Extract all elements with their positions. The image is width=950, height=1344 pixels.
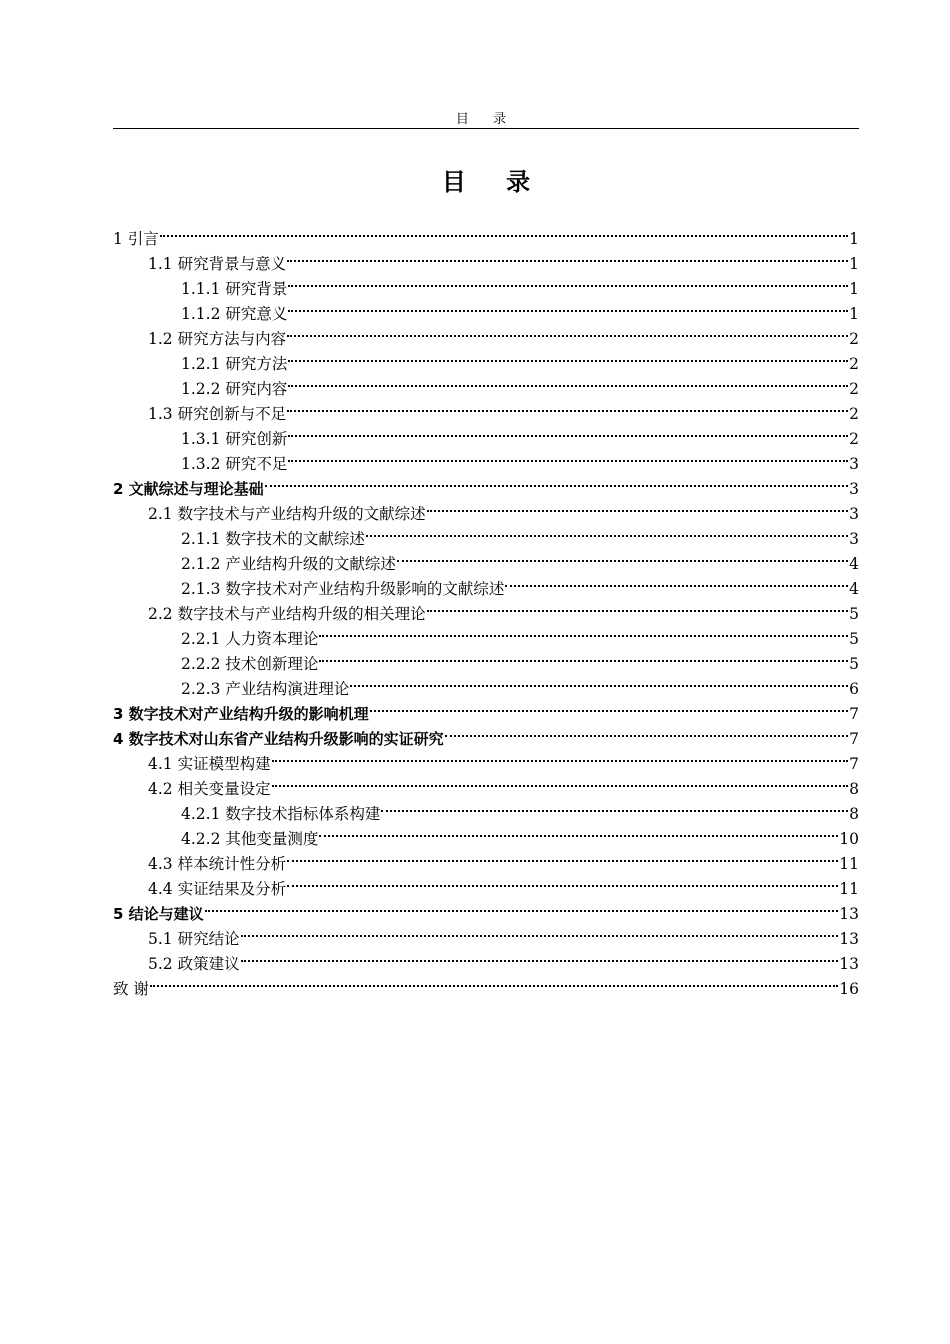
running-header: 目 录 [455, 112, 517, 127]
toc-entry-page-number: 11 [839, 855, 859, 873]
toc-entry-label: 4.1 实证模型构建 [148, 755, 271, 773]
dot-leader [241, 919, 839, 944]
dot-leader [287, 319, 848, 344]
toc-entry-label: 4.3 样本统计性分析 [148, 855, 287, 873]
toc-entry-page-number: 10 [839, 830, 859, 848]
toc-entry-label: 2.2 数字技术与产业结构升级的相关理论 [148, 605, 426, 623]
toc-entry[interactable] [113, 969, 859, 998]
dot-leader [288, 444, 848, 469]
toc-entry-page-number: 2 [849, 380, 859, 398]
toc-entry-page-number: 1 [849, 305, 859, 323]
toc-entry-page-number: 3 [849, 505, 859, 523]
dot-leader [366, 519, 848, 544]
dot-leader [265, 469, 848, 494]
dot-leader [319, 644, 848, 669]
dot-leader [288, 344, 848, 369]
toc-entry-page-number: 1 [849, 230, 859, 248]
dot-leader [160, 219, 848, 244]
dot-leader [287, 844, 838, 869]
toc-entry-page-number: 16 [839, 980, 859, 998]
toc-entry-page-number: 1 [849, 255, 859, 273]
toc-entry-page-number: 6 [849, 680, 859, 698]
dot-leader [272, 744, 849, 769]
dot-leader [319, 619, 848, 644]
toc-entry-page-number: 5 [849, 630, 859, 648]
toc-entry-page-number: 2 [849, 355, 859, 373]
toc-entry[interactable] [113, 919, 859, 948]
toc-entry-label: 1.2.2 研究内容 [181, 380, 288, 398]
toc-entry-label: 5 结论与建议 [113, 905, 204, 923]
toc-entry-page-number: 3 [849, 480, 859, 498]
toc-entry-label: 2.1.2 产业结构升级的文献综述 [181, 555, 396, 573]
dot-leader [397, 544, 848, 569]
dot-leader [370, 694, 848, 719]
dot-leader [288, 369, 848, 394]
dot-leader [288, 419, 848, 444]
dot-leader [287, 244, 848, 269]
toc-entry-label: 2.2.1 人力资本理论 [181, 630, 319, 648]
dot-leader [350, 669, 848, 694]
dot-leader [381, 794, 848, 819]
toc-entry-label: 3 数字技术对产业结构升级的影响机理 [113, 705, 369, 723]
toc-entry[interactable] [113, 894, 859, 923]
table-of-contents [113, 219, 859, 998]
dot-leader [427, 494, 849, 519]
header-rule [113, 128, 859, 129]
toc-entry-page-number: 8 [849, 805, 859, 823]
toc-entry-label: 1 引言 [113, 230, 159, 248]
toc-entry-page-number: 2 [849, 405, 859, 423]
dot-leader [272, 769, 849, 794]
toc-entry-label: 4.4 实证结果及分析 [148, 880, 287, 898]
toc-entry-page-number: 13 [839, 930, 859, 948]
toc-entry-label: 致 谢 [113, 980, 149, 998]
toc-title: 目 录 [441, 168, 547, 196]
toc-entry-page-number: 7 [849, 705, 859, 723]
toc-entry-page-number: 4 [849, 555, 859, 573]
dot-leader [427, 594, 849, 619]
toc-entry-label: 4.2 相关变量设定 [148, 780, 271, 798]
toc-entry-page-number: 5 [849, 605, 859, 623]
toc-entry-page-number: 13 [839, 955, 859, 973]
toc-entry-label: 5.1 研究结论 [148, 930, 240, 948]
toc-entry-page-number: 8 [849, 780, 859, 798]
toc-entry-label: 1.2.1 研究方法 [181, 355, 288, 373]
toc-entry-label: 4 数字技术对山东省产业结构升级影响的实证研究 [113, 730, 444, 748]
toc-entry-label: 2.1 数字技术与产业结构升级的文献综述 [148, 505, 426, 523]
toc-entry-label: 1.3.2 研究不足 [181, 455, 288, 473]
toc-entry-label: 2.1.3 数字技术对产业结构升级影响的文献综述 [181, 580, 505, 598]
toc-entry-page-number: 3 [849, 530, 859, 548]
toc-entry-page-number: 1 [849, 280, 859, 298]
toc-entry-page-number: 2 [849, 330, 859, 348]
toc-entry-label: 1.1.1 研究背景 [181, 280, 288, 298]
toc-entry-label: 1.3.1 研究创新 [181, 430, 288, 448]
toc-entry-label: 4.2.1 数字技术指标体系构建 [181, 805, 381, 823]
toc-entry-page-number: 2 [849, 430, 859, 448]
dot-leader [445, 719, 848, 744]
toc-entry-page-number: 3 [849, 455, 859, 473]
toc-entry-label: 2.2.2 技术创新理论 [181, 655, 319, 673]
toc-entry-label: 5.2 政策建议 [148, 955, 240, 973]
dot-leader [287, 394, 848, 419]
dot-leader [505, 569, 848, 594]
toc-entry-label: 1.3 研究创新与不足 [148, 405, 287, 423]
toc-entry-page-number: 7 [849, 730, 859, 748]
toc-entry-page-number: 11 [839, 880, 859, 898]
dot-leader [241, 944, 839, 969]
dot-leader [287, 869, 838, 894]
toc-entry-label: 2 文献综述与理论基础 [113, 480, 264, 498]
dot-leader [319, 819, 838, 844]
toc-entry-page-number: 13 [839, 905, 859, 923]
toc-entry[interactable] [113, 244, 859, 273]
toc-entry-page-number: 5 [849, 655, 859, 673]
toc-entry-label: 1.2 研究方法与内容 [148, 330, 287, 348]
toc-entry-page-number: 4 [849, 580, 859, 598]
toc-entry[interactable] [113, 219, 859, 248]
dot-leader [288, 294, 848, 319]
dot-leader [150, 969, 838, 994]
toc-entry-label: 1.1.2 研究意义 [181, 305, 288, 323]
toc-entry-label: 4.2.2 其他变量测度 [181, 830, 319, 848]
toc-entry-label: 2.2.3 产业结构演进理论 [181, 680, 350, 698]
dot-leader [205, 894, 839, 919]
toc-entry-label: 2.1.1 数字技术的文献综述 [181, 530, 365, 548]
toc-entry-label: 1.1 研究背景与意义 [148, 255, 287, 273]
dot-leader [288, 269, 848, 294]
toc-entry-page-number: 7 [849, 755, 859, 773]
